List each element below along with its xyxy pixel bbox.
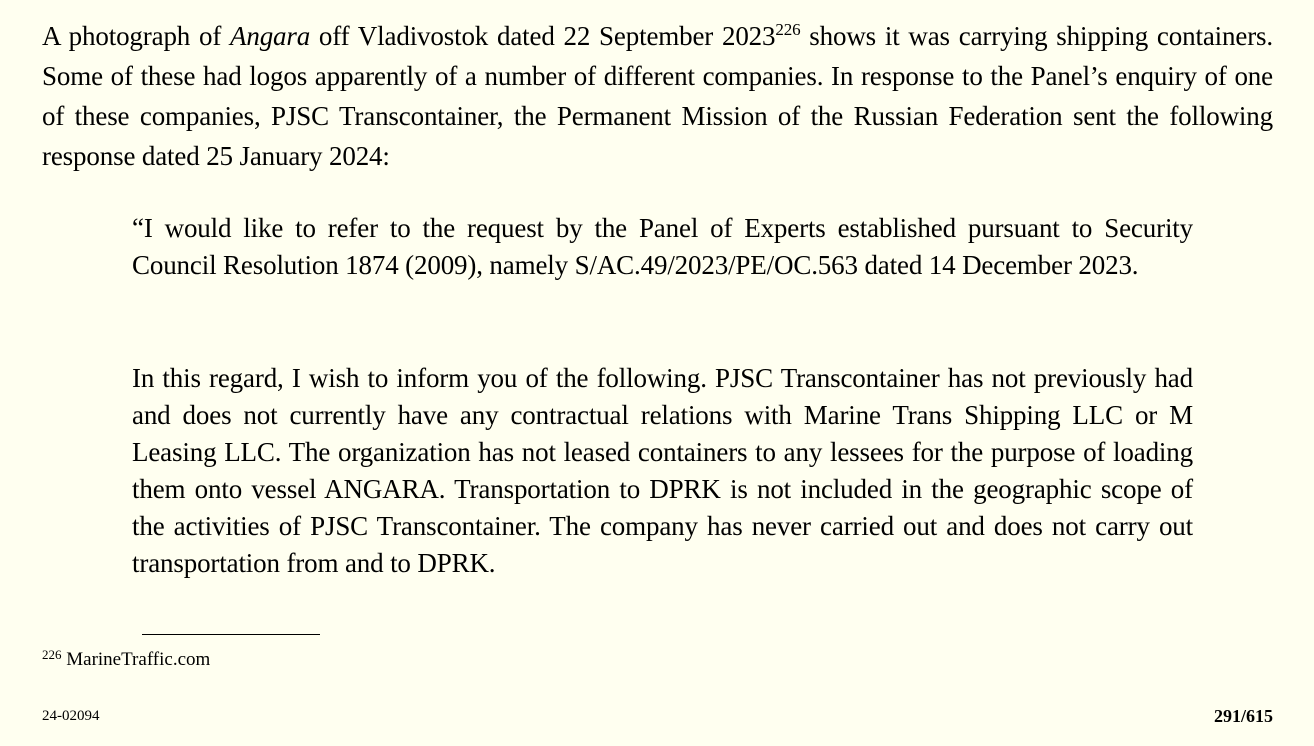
vessel-name: Angara <box>230 21 311 51</box>
paragraph-text-part3: shows it was carrying shipping containers. Some of these had logos apparently of a number of different companies. In response to the Panel’s enquiry of one of these companies, PJSC Transcontainer, the Permanent Mission of the Russian Federation sent the following response dated 25 January 2024: <box>42 21 1273 171</box>
footnote-number: 226 <box>42 647 62 662</box>
footnote-text: MarineTraffic.com <box>66 649 211 670</box>
paragraph-text-part1: A photograph of <box>42 21 230 51</box>
paragraph-text-part2: off Vladivostok dated 22 September 2023 <box>310 21 776 51</box>
body-paragraph <box>42 16 1273 176</box>
quote-paragraph-1: “I would like to refer to the request by the Panel of Experts established pursuant to Security Council Resolution 1874 (2009), namely S/AC.49/2023/PE/OC.563 dated 14 December 2023. <box>132 213 1193 280</box>
document-id: 24-02094 <box>42 708 100 724</box>
footnote-divider <box>142 634 320 635</box>
page-number: 291/615 <box>1213 706 1273 726</box>
footnote <box>42 647 210 673</box>
quote-paragraph-2: In this regard, I wish to inform you of the following. PJSC Transcontainer has not previously had and does not currently have any contractual relations with Marine Trans Shipping LLC or M Leasing LLC. The organization has not leased containers to any lessees for the purpose of loading them onto vessel ANGARA. Transportation to DPRK is not included in the geographic scope of the activities of PJSC Transcontainer. The company has never carried out and does not carry out transportation from and to DPRK. <box>132 363 1193 578</box>
footnote-reference: 226 <box>775 20 801 39</box>
